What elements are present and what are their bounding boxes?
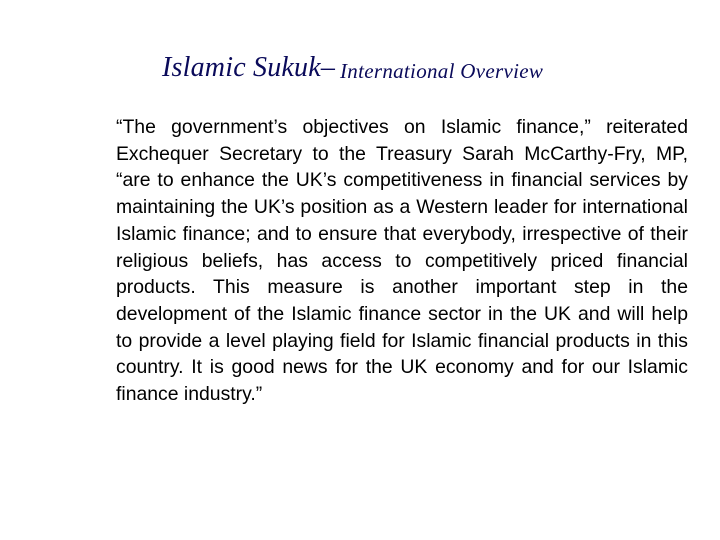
- quote-paragraph: “The government’s objectives on Islamic finance,” reiterated Exchequer Secretary to the Treasury Sarah McCarthy-Fry, MP, “are to enhance the UK’s competitiveness in financial services by maintaining the UK’s position as a Western leader for international Islamic finance; and to ensure that everybody, irrespective of their religious beliefs, has access to competitively priced financial products. This measure is another important step in the development of the Islamic finance sector in the UK and will help to provide a level playing field for Islamic financial products in this country. It is good news for the UK economy and for our Islamic finance industry.”: [116, 116, 688, 406]
- slide-title: Islamic Sukuk–: [162, 52, 336, 83]
- slide-subtitle: International Overview: [340, 59, 544, 83]
